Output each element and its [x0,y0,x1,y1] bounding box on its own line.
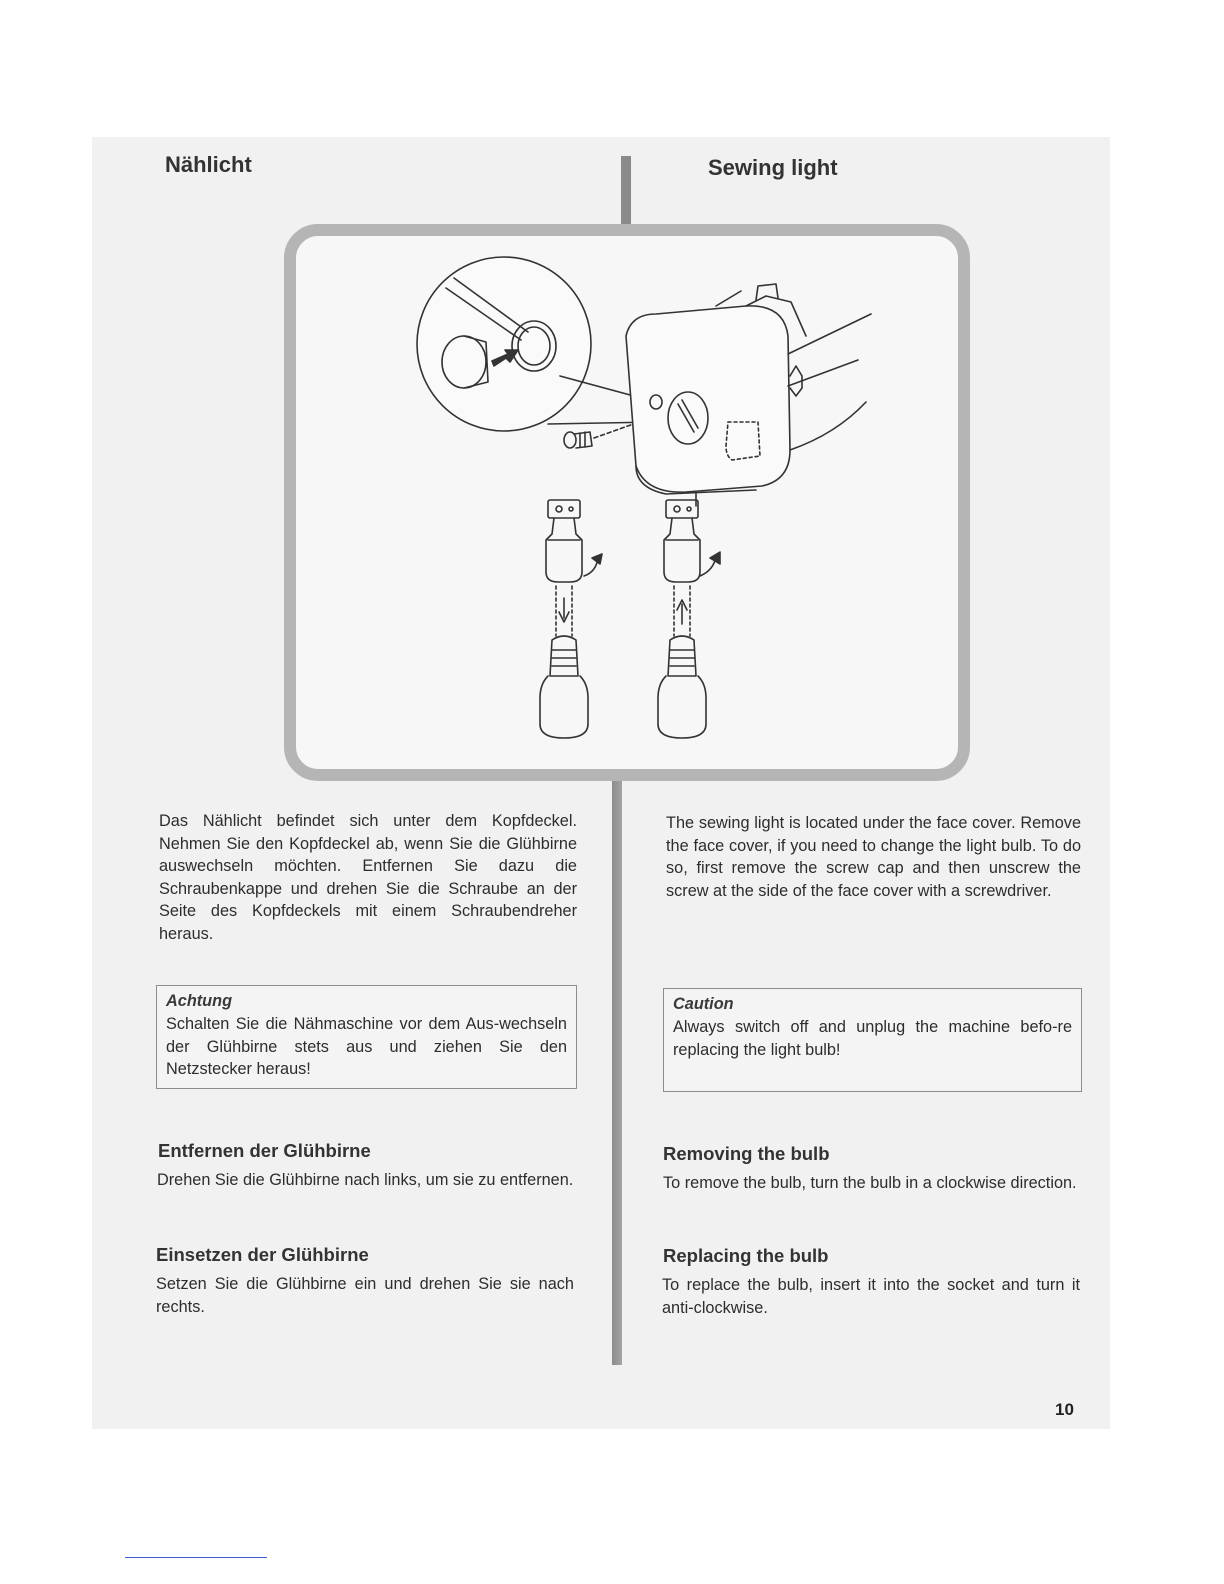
intro-text-de: Das Nählicht befindet sich unter dem Kopfdeckel. Nehmen Sie den Kopfdeckel ab, wenn Sie die Glühbirne auswechseln möchten. Entfernen Sie dazu die Schraubenkappe und drehen Sie die Schraube an der Seite des Kopfdeckels mit einem Schraubendreher heraus. [159,812,577,943]
removing-text-en: To remove the bulb, turn the bulb in a clockwise direction. [663,1174,1077,1192]
warning-box-de [156,985,577,1089]
page-number: 10 [1055,1400,1074,1419]
intro-text-en: The sewing light is located under the face cover. Remove the face cover, if you need to change the light bulb. To do so, first remove the screw cap and then unscrew the screw at the side of the face cover with a screwdriver. [666,814,1081,900]
heading-einsetzen: Einsetzen der Glühbirne [156,1244,369,1265]
heading-replacing: Replacing the bulb [663,1245,829,1266]
face-cover-machine-head [626,284,871,506]
heading-entfernen: Entfernen der Glühbirne [158,1140,371,1161]
caution-box-en [663,988,1082,1092]
heading-naehlicht: Nählicht [165,152,252,177]
illustration-frame [284,224,970,781]
bulb-replace-diagram [658,500,720,738]
bulb-replacement-illustration [296,236,958,769]
replacing-text-de: Setzen Sie die Glühbirne ein und drehen Sie sie nach rechts. [156,1275,574,1316]
caution-text-en: Always switch off and unplug the machine befo-re replacing the light bulb! [673,1018,1072,1059]
replacing-text-en: To replace the bulb, insert it into the socket and turn it anti-clockwise. [662,1276,1080,1317]
caution-title-en: Caution [673,995,734,1013]
column-divider-bottom [612,770,622,1365]
bulb-remove-diagram [540,500,602,738]
heading-removing: Removing the bulb [663,1143,830,1164]
magnifier-detail [417,257,656,431]
removing-text-de: Drehen Sie die Glühbirne nach links, um sie zu entfernen. [157,1171,574,1189]
heading-sewing-light: Sewing light [708,155,838,180]
warning-text-de: Schalten Sie die Nähmaschine vor dem Aus-wechseln der Glühbirne stets aus und ziehen Sie den Netzstecker heraus! [166,1015,567,1079]
column-divider-top [621,156,631,230]
warning-title-de: Achtung [166,992,233,1010]
footer-link-underline [125,1557,267,1558]
